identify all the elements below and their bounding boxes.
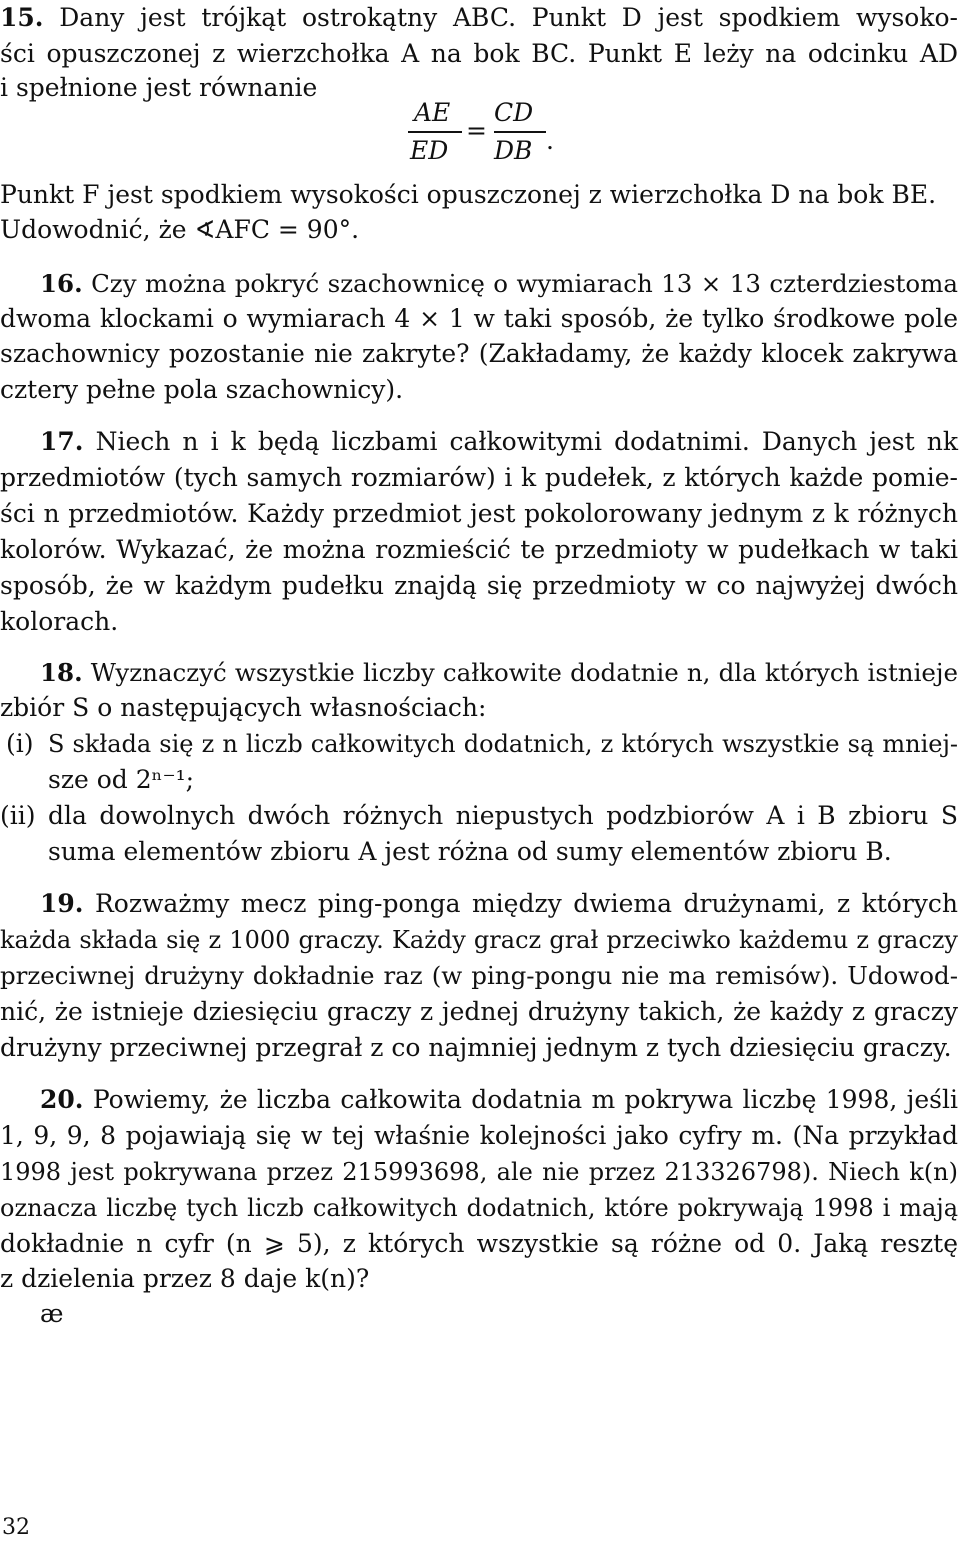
problem-17-number: 17. <box>40 427 84 456</box>
problem-20-line-5: dokładnie n cyfr (n ⩾ 5), z których wszystkie są różne od 0. Jaką resztę <box>0 1229 958 1258</box>
problem-19-line-4: nić, że istnieje dziesięciu graczy z jednej drużyny takich, że każdy z graczy <box>0 997 958 1026</box>
fraction-ae-ed-numerator: AE <box>414 98 451 127</box>
problem-20-line-6: z dzielenia przez 8 daje k(n)? <box>0 1264 370 1293</box>
problem-18-line-2: zbiór S o następujących własnościach: <box>0 693 487 722</box>
problem-20-line-1 <box>0 1082 958 1118</box>
problem-16-line-3: szachownicy pozostanie nie zakryte? (Zakładamy, że każdy klocek zakrywa <box>0 339 958 368</box>
problem-15-line-3: i spełnione jest równanie <box>0 73 318 102</box>
item-ii-line-1: dla dowolnych dwóch różnych niepustych podzbiorów A i B zbioru S <box>48 801 958 830</box>
fraction-cd-db-denominator: DB <box>494 136 533 165</box>
equation-period: . <box>546 126 554 155</box>
problem-20-text-1: Powiemy, że liczba całkowita dodatnia m pokrywa liczbę 1998, jeśli <box>92 1085 958 1114</box>
item-i-label: (i) <box>6 729 34 758</box>
problem-18-text-1: Wyznaczyć wszystkie liczby całkowite dodatnie n, dla których istnieje <box>90 658 958 687</box>
problem-20-line-2: 1, 9, 9, 8 pojawiają się w tej właśnie kolejności jako cyfry m. (Na przykład <box>0 1121 958 1150</box>
problem-15-number: 15. <box>0 3 44 32</box>
problem-15-line-4: Punkt F jest spodkiem wysokości opuszczonej z wierzchołka D na bok BE. <box>0 180 937 209</box>
fraction-cd-db-numerator: CD <box>494 98 534 127</box>
equation <box>0 96 960 176</box>
problem-19-line-5: drużyny przeciwnej przegrał z co najmniej jednym z tych dziesięciu graczy. <box>0 1033 952 1062</box>
problem-15-line-1 <box>0 0 958 36</box>
ae-mark: æ <box>40 1299 64 1328</box>
problem-20-number: 20. <box>40 1085 84 1114</box>
problem-16-text-1: Czy można pokryć szachownicę o wymiarach 13 × 13 czterdziestoma <box>91 269 958 298</box>
equals-sign: = <box>466 116 487 145</box>
problem-19-line-1 <box>0 886 958 922</box>
item-i-line-2: sze od 2ⁿ⁻¹; <box>48 765 195 794</box>
problem-17-line-2: przedmiotów (tych samych rozmiarów) i k pudełek, z których każde pomie- <box>0 463 958 492</box>
problem-16-line-1 <box>0 266 958 302</box>
problem-16-number: 16. <box>40 269 83 298</box>
problem-20-line-3: 1998 jest pokrywana przez 215993698, ale nie przez 213326798). Niech k(n) <box>0 1158 958 1186</box>
problem-19-line-3: przeciwnej drużyny dokładnie raz (w ping-pongu nie ma remisów). Udowod- <box>0 961 958 990</box>
problem-17-line-5: sposób, że w każdym pudełku znajdą się przedmioty w co najwyżej dwóch <box>0 571 958 600</box>
problem-17-line-4: kolorów. Wykazać, że można rozmieścić te przedmioty w pudełkach w taki <box>0 535 958 564</box>
problem-16-line-2: dwoma klockami o wymiarach 4 × 1 w taki sposób, że tylko środkowe pole <box>0 304 958 333</box>
item-i-line-1: S składa się z n liczb całkowitych dodatnich, z których wszystkie są mniej- <box>48 730 958 758</box>
problem-15-line-5: Udowodnić, że ∢AFC = 90°. <box>0 215 360 244</box>
problem-17-line-3: ści n przedmiotów. Każdy przedmiot jest pokolorowany jednym z k różnych <box>0 499 958 528</box>
item-ii-label: (ii) <box>0 801 36 830</box>
problem-20-line-4: oznacza liczbę tych liczb całkowitych dodatnich, które pokrywają 1998 i mają <box>0 1194 958 1222</box>
fraction-cd-db-bar <box>494 131 546 133</box>
fraction-ae-ed-bar <box>408 131 462 133</box>
problem-19-text-1: Rozważmy mecz ping-ponga między dwiema drużynami, z których <box>94 889 959 918</box>
fraction-cd-db <box>494 96 550 172</box>
page-number: 32 <box>2 1515 30 1540</box>
problem-15-line-2: ści opuszczonej z wierzchołka A na bok BC. Punkt E leży na odcinku AD <box>0 39 958 68</box>
problem-19-line-2: każda składa się z 1000 graczy. Każdy gracz grał przeciwko każdemu z graczy <box>0 926 958 954</box>
item-ii-line-2: suma elementów zbioru A jest różna od sumy elementów zbioru B. <box>48 837 892 866</box>
problem-17-line-6: kolorach. <box>0 607 119 636</box>
fraction-ae-ed-denominator: ED <box>410 136 449 165</box>
problem-18-number: 18. <box>40 658 83 687</box>
problem-18-line-1 <box>0 655 958 691</box>
problem-16-line-4: cztery pełne pola szachownicy). <box>0 375 404 404</box>
problem-19-number: 19. <box>40 889 84 918</box>
problem-17-text-1: Niech n i k będą liczbami całkowitymi dodatnimi. Danych jest nk <box>95 427 958 456</box>
fraction-ae-ed <box>408 96 464 172</box>
problem-17-line-1 <box>0 424 958 460</box>
problem-15-text-1: Dany jest trójkąt ostrokątny ABC. Punkt D jest spodkiem wysoko- <box>59 3 958 32</box>
